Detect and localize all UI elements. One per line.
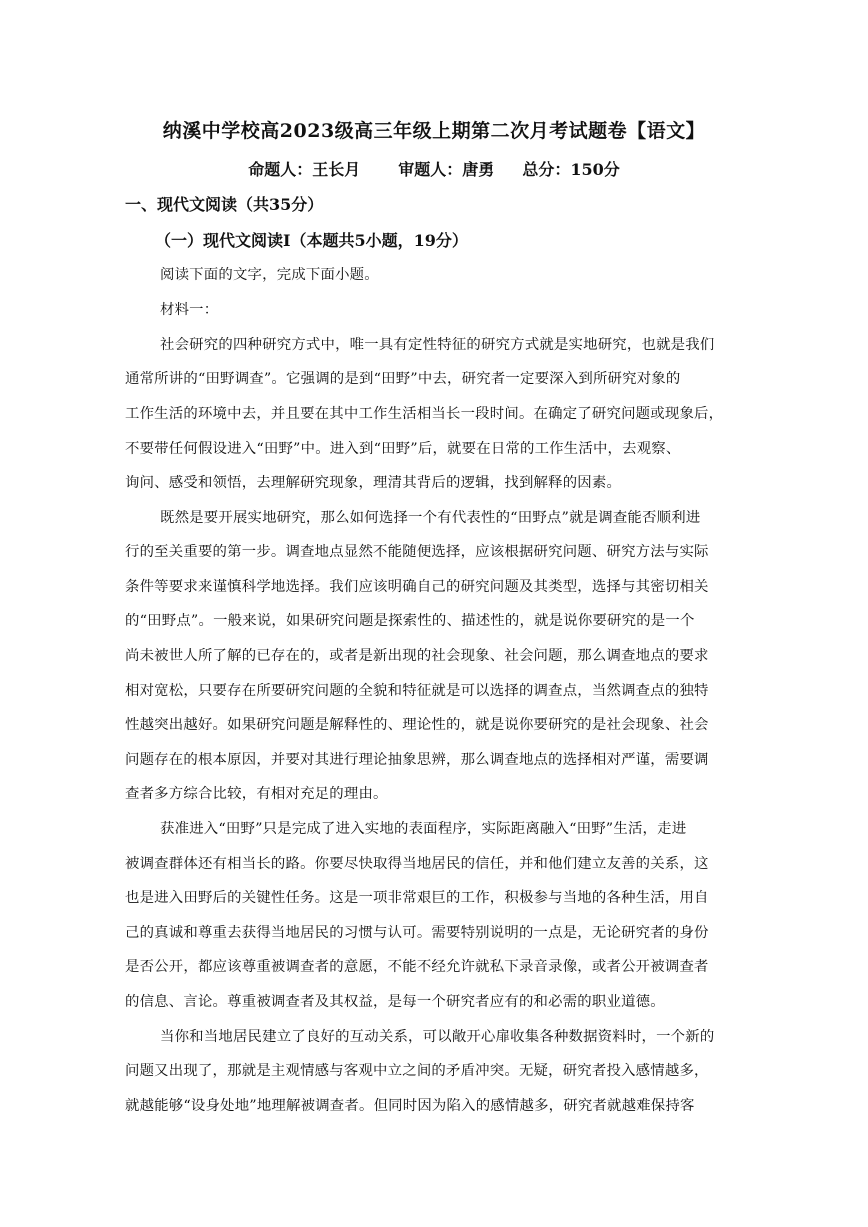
- subsection-heading: （一）现代文阅读Ⅰ（本题共5小题，19分）: [155, 231, 468, 250]
- text-line: 行的至关重要的第一步。调查地点显然不能随便选择，应该根据研究问题、研究方法与实际: [125, 544, 709, 560]
- text-line: 己的真诚和尊重去获得当地居民的习惯与认可。需要特别说明的一点是，无论研究者的身份: [125, 925, 709, 941]
- material-label: 材料一：: [160, 302, 219, 318]
- text-line: 被调查群体还有相当长的路。你要尽快取得当地居民的信任，并和他们建立友善的关系，这: [125, 856, 709, 872]
- exam-title: 纳溪中学校高2023级高三年级上期第二次月考试题卷【语文】: [162, 120, 706, 142]
- author-info: 命题人：王长月: [248, 160, 361, 179]
- text-line: 相对宽松，只要存在所要研究问题的全貌和特征就是可以选择的调查点，当然调查点的独特: [125, 683, 709, 699]
- text-line: 问题存在的根本原因，并要对其进行理论抽象思辨，那么调查地点的选择相对严谨，需要调: [125, 752, 709, 768]
- text-line: 性越突出越好。如果研究问题是解释性的、理论性的，就是说你要研究的是社会现象、社会: [125, 717, 709, 733]
- instruction-line: 阅读下面的文字，完成下面小题。: [160, 267, 379, 283]
- text-line: 条件等要求来谨慎科学地选择。我们应该明确自己的研究问题及其类型，选择与其密切相关: [125, 579, 709, 595]
- text-line: 的信息、言论。尊重被调查者及其权益，是每一个研究者应有的和必需的职业道德。: [125, 994, 665, 1010]
- text-line: 查者多方综合比较，有相对充足的理由。: [125, 786, 388, 802]
- text-line: 也是进入田野后的关键性任务。这是一项非常艰巨的工作，积极参与当地的各种生活，用自: [125, 890, 709, 906]
- text-line: 问题又出现了，那就是主观情感与客观中立之间的矛盾冲突。无疑，研究者投入感情越多，: [125, 1063, 709, 1079]
- text-line: 通常所讲的“田野调查”。它强调的是到“田野”中去，研究者一定要深入到所研究对象的: [125, 371, 681, 387]
- exam-meta: [0, 157, 868, 180]
- text-line: 尚未被世人所了解的已存在的，或者是新出现的社会现象、社会问题，那么调查地点的要求: [125, 648, 709, 664]
- text-line: 就越能够“设身处地”地理解被调查者。但同时因为陷入的感情越多，研究者就越难保持客: [125, 1098, 695, 1114]
- total-score: 总分：150分: [522, 160, 620, 179]
- text-line: 工作生活的环境中去，并且要在其中工作生活相当长一段时间。在确定了研究问题或现象后，: [125, 406, 724, 422]
- text-line: 获准进入“田野”只是完成了进入实地的表面程序，实际距离融入“田野”生活，走进: [160, 821, 687, 837]
- text-line: 是否公开，都应该尊重被调查者的意愿，不能不经允许就私下录音录像，或者公开被调查者: [125, 959, 709, 975]
- text-line: 社会研究的四种研究方式中，唯一具有定性特征的研究方式就是实地研究，也就是我们: [160, 337, 715, 353]
- reviewer-info: 审题人：唐勇: [398, 160, 495, 179]
- text-line: 询问、感受和领悟，去理解研究现象，理清其背后的逻辑，找到解释的因素。: [125, 475, 622, 491]
- section-heading: 一、现代文阅读（共35分）: [125, 195, 324, 214]
- text-line: 当你和当地居民建立了良好的互动关系，可以敞开心扉收集各种数据资料时，一个新的: [160, 1029, 715, 1045]
- text-line: 不要带任何假设进入“田野”中。进入到“田野”后，就要在日常的工作生活中，去观察、: [125, 441, 681, 457]
- text-line: 的“田野点”。一般来说，如果研究问题是探索性的、描述性的，就是说你要研究的是一个: [125, 613, 695, 629]
- text-line: 既然是要开展实地研究，那么如何选择一个有代表性的“田野点”就是调查能否顺利进: [160, 510, 701, 526]
